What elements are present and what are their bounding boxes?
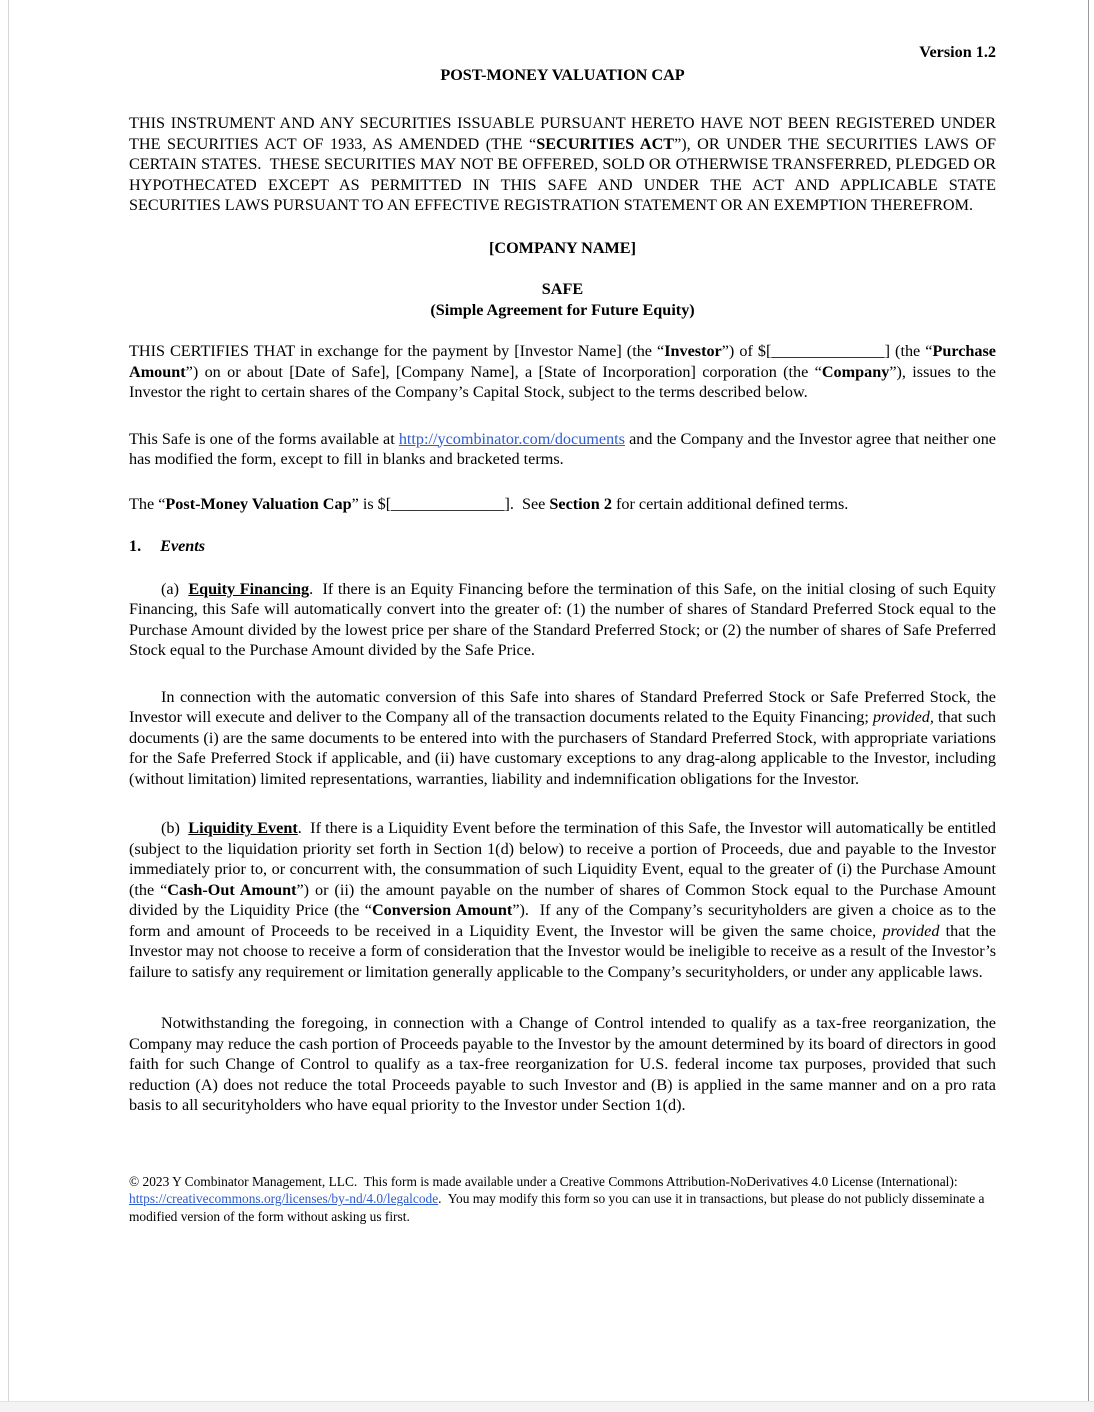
text-run: ”) of $[______________] (the “ xyxy=(721,342,933,360)
company-name: [COMPANY NAME] xyxy=(489,238,636,257)
text-run: THIS INSTRUMENT AND ANY SECURITIES ISSUABLE PURSUANT HERETO HAVE NOT BEEN REGISTERED UNDER THE SECURITIES ACT OF 1933, AS AMENDED (THE “ xyxy=(129,114,996,153)
text-run: ”), OR UNDER THE SECURITIES LAWS OF CERTAIN STATES. THESE SECURITIES MAY NOT BE OFFERED, SOLD OR OTHERWISE TRANSFERRED, PLEDGED OR HYPOTHECATED EXCEPT AS PERMITTED IN THIS SAFE AND UNDER THE ACT AND APPLICABLE STATE SECURITIES LAWS PURSUANT TO AN EFFECTIVE REGISTRATION STATEMENT OR AN EXEMPTION THEREFROM. xyxy=(129,134,996,214)
certifies-paragraph xyxy=(129,341,996,403)
text-run: © 2023 Y Combinator Management, LLC. This form is made available under a Creative Commons Attribution-NoDerivatives 4.0 License (International): xyxy=(129,1173,958,1189)
forms-available-paragraph xyxy=(129,429,996,470)
text-run: . You may modify this form so you can use it in transactions, but please do not publicly disseminate a modified version of the form without asking us first. xyxy=(129,1191,985,1224)
section-number: 1. xyxy=(129,537,142,555)
text-run: Cash-Out Amount xyxy=(167,880,297,899)
text-run: ”), issues to the Investor the right to certain shares of the Company’s Capital Stock, subject to the terms described below. xyxy=(129,362,996,401)
text-run: This Safe is one of the forms available at xyxy=(129,429,399,448)
valuation-cap-paragraph xyxy=(129,494,996,515)
text-run: Investor xyxy=(664,342,722,360)
text-run: (a) xyxy=(161,579,189,598)
text-run: Section 2 xyxy=(549,494,612,513)
text-run: for certain additional defined terms. xyxy=(611,494,849,513)
section-1-heading xyxy=(129,536,996,557)
text-run: ”) or (ii) the amount payable on the number of shares of Common Stock equal to the Purchase Amount divided by the Liquidity Price (the “ xyxy=(129,880,996,919)
text-run: Post-Money Valuation Cap xyxy=(165,494,352,513)
text-run: . If there is a Liquidity Event before the termination of this Safe, the Investor will automatically be entitled (subject to the liquidation priority set forth in Section 1(d) below) to receive a portion of Proceeds, due and payable to the Investor immediately prior to, or concurrent with, the consummation of such Liquidity Event, equal to the greater of (i) the Purchase Amount (the “ xyxy=(129,819,996,899)
document-title: POST-MONEY VALUATION CAP xyxy=(440,65,685,84)
text-run: Equity Financing xyxy=(188,579,310,598)
text-run: Conversion Amount xyxy=(371,901,513,919)
page-bottom-edge xyxy=(0,1401,1094,1412)
copyright-license-notice xyxy=(129,1173,996,1226)
text-run: that the Investor may not choose to receive a form of consideration that the Investor would be ineligible to receive as a result of the Investor’s failure to satisfy any requirement or limitation generally applicable to the Company’s securityholders, or under any applicable laws. xyxy=(129,921,996,981)
text-run: ” is $[______________]. See xyxy=(351,494,550,513)
text-run: ”) on or about [Date of Safe], [Company Name], a [State of Incorporation] corporation (the “ xyxy=(185,362,822,381)
text-run: provided xyxy=(882,921,940,940)
text-run: Company xyxy=(821,362,890,381)
text-run: provided, xyxy=(872,708,934,726)
conversion-documents-paragraph xyxy=(129,687,996,790)
text-run: Purchase Amount xyxy=(129,342,996,381)
equity-financing-paragraph xyxy=(129,579,996,661)
text-run: In connection with the automatic conversion of this Safe into shares of Standard Preferred Stock or Safe Preferred Stock, the Investor will execute and deliver to the Company all of the transaction documents related to the Equity Financing; xyxy=(129,687,996,726)
securities-legend-paragraph xyxy=(129,113,996,216)
text-run: and the Company and the Investor agree that neither one has modified the form, except to fill in blanks and bracketed terms. xyxy=(129,429,996,468)
text-run: SECURITIES ACT xyxy=(536,134,675,153)
hyperlink[interactable]: http://ycombinator.com/documents xyxy=(398,429,625,448)
text-run: . If there is an Equity Financing before the termination of this Safe, on the initial closing of such Equity Financing, this Safe will automatically convert into the greater of: (1) the number of shares of Standard Preferred Stock equal to the Purchase Amount divided by the lowest price per share of the Standard Preferred Stock; or (2) the number of shares of Safe Preferred Stock equal to the Purchase Amount divided by the Safe Price. xyxy=(129,579,996,659)
text-run: Liquidity Event xyxy=(188,819,298,837)
text-run: (b) xyxy=(161,819,189,837)
text-run: Notwithstanding the foregoing, in connection with a Change of Control intended to qualify as a tax-free reorganization, the Company may reduce the cash portion of Proceeds payable to the Investor by the amount determined by its board of directors in good faith for such Change of Control to qualify as a tax-free reorganization for U.S. federal income tax purposes, provided that such reduction (A) does not reduce the total Proceeds payable to such Investor and (B) is applied in the same manner and on a pro rata basis to all securityholders who have equal priority to the Investor under Section 1(d). xyxy=(129,1014,996,1114)
text-run: ”). If any of the Company’s securityholders are given a choice as to the form and amount of Proceeds to be received in a Liquidity Event, the Investor will be given the same choice, xyxy=(129,901,996,940)
text-run: THIS CERTIFIES THAT in exchange for the payment by [Investor Name] (the “ xyxy=(129,342,665,360)
text-run: The “ xyxy=(129,494,166,513)
text-run: that such documents (i) are the same documents to be entered into with the purchasers of Standard Preferred Stock, with appropriate variations for the Safe Preferred Stock if applicable, and (ii) have customary exceptions to any drag-along applicable to the Investor, including (without limitation) limited representations, warranties, liability and indemnification obligations for the Investor. xyxy=(129,708,996,788)
doc-name: SAFE xyxy=(541,280,584,298)
version-label: Version 1.2 xyxy=(919,43,996,61)
tax-free-reorg-paragraph xyxy=(129,1013,996,1116)
hyperlink[interactable]: https://creativecommons.org/licenses/by-nd/4.0/legalcode xyxy=(129,1191,439,1206)
doc-subtitle: (Simple Agreement for Future Equity) xyxy=(430,300,695,319)
document-page xyxy=(8,0,1089,1401)
liquidity-event-paragraph xyxy=(129,818,996,982)
section-title: Events xyxy=(160,537,206,555)
